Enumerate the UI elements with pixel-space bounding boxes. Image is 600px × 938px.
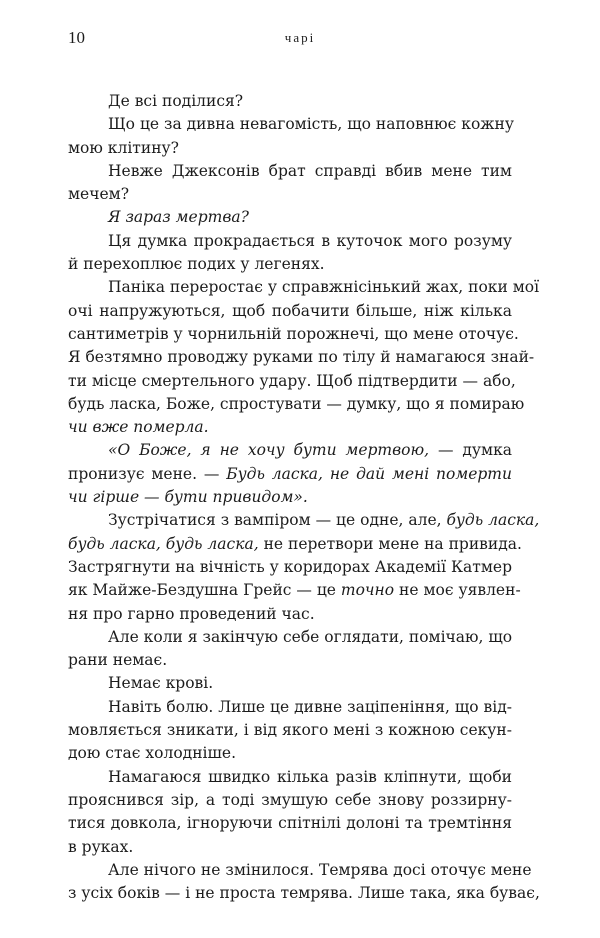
text-line: дою стає холодніше. <box>68 744 236 763</box>
text-line: з усіх боків — і не проста темрява. Лише така, яка буває, <box>68 884 540 903</box>
paragraph <box>88 206 512 229</box>
text-line: Застрягнути на вічність у коридорах Академії Катмер <box>68 557 512 576</box>
paragraph <box>68 509 540 625</box>
paragraph <box>68 160 512 207</box>
text-line: Я безтямно проводжу руками по тілу й намагаюся знай- <box>68 348 535 367</box>
paragraph <box>68 276 540 439</box>
text-line: очі напружуються, щоб побачити більше, ніж кілька <box>68 301 512 320</box>
text-line: Паніка переростає у справжнісінький жах, поки мої <box>108 278 540 297</box>
text-line: сантиметрів у чорнильній порожнечі, що мене оточує. <box>68 324 519 343</box>
page-header <box>68 28 532 50</box>
text-line: Навіть болю. Лише це дивне заціпеніння, що від- <box>108 697 512 716</box>
text-line: тися довкола, ігноруючи спітнілі долоні та тремтіння <box>68 814 512 833</box>
text-line: Але нічого не змінилося. Темрява досі оточує мене <box>108 860 532 879</box>
text-line: Намагаюся швидко кілька разів кліпнути, щоби <box>108 767 512 786</box>
text-line: й перехоплює подих у легенях. <box>68 255 325 274</box>
paragraph <box>68 113 515 160</box>
text-line: мечем? <box>68 185 130 204</box>
text-line: Я зараз мертва? <box>108 208 249 227</box>
text-line: мовляється зникати, і від якого мені з кожною секун- <box>68 721 512 740</box>
running-title: чарі <box>284 30 316 45</box>
text-line: Немає крові. <box>108 674 214 693</box>
text-line: чи гірше — бути привидом». <box>68 488 308 507</box>
text-line: Зустрічатися з вампіром — це одне, але, будь ласка, <box>108 511 540 530</box>
paragraph <box>68 859 540 906</box>
body-text <box>68 90 540 905</box>
text-line: будь ласка, Боже, спростувати — думку, що я помираю <box>68 394 525 413</box>
paragraph <box>88 90 512 113</box>
text-line: Невже Джексонів брат справді вбив мене тим <box>108 161 512 180</box>
text-line: «О Боже, я не хочу бути мертвою, — думка <box>108 441 512 460</box>
paragraph <box>88 672 512 695</box>
page-number: 10 <box>68 28 85 47</box>
text-line: в руках. <box>68 837 134 856</box>
text-line: як Майже-Бездушна Грейс — це точно не моє уявлен- <box>68 581 521 600</box>
text-line: Але коли я закінчую себе оглядати, помічаю, що <box>108 627 513 646</box>
text-line: прояснився зір, а тоді змушую себе знову роззирну- <box>68 790 512 809</box>
text-line: Де всі поділися? <box>108 92 244 110</box>
text-line: Що це за дивна невагомість, що наповнює кожну <box>108 115 515 134</box>
text-line: ня про гарно проведений час. <box>68 604 315 623</box>
paragraph <box>68 766 512 859</box>
paragraph <box>68 696 512 766</box>
text-line: будь ласка, будь ласка, не перетвори мене на привида. <box>68 534 522 553</box>
text-line: Ця думка прокрадається в куточок мого розуму <box>108 231 512 250</box>
paragraph <box>68 230 512 277</box>
paragraph <box>68 626 513 673</box>
text-line: пронизує мене. — Будь ласка, не дай мені померти <box>68 464 512 483</box>
text-line: чи вже померла. <box>68 418 209 437</box>
text-line: мою клітину? <box>68 138 179 157</box>
paragraph <box>68 439 512 509</box>
text-line: рани немає. <box>68 651 168 670</box>
text-line: ти місце смертельного удару. Щоб підтвердити — або, <box>68 371 516 390</box>
